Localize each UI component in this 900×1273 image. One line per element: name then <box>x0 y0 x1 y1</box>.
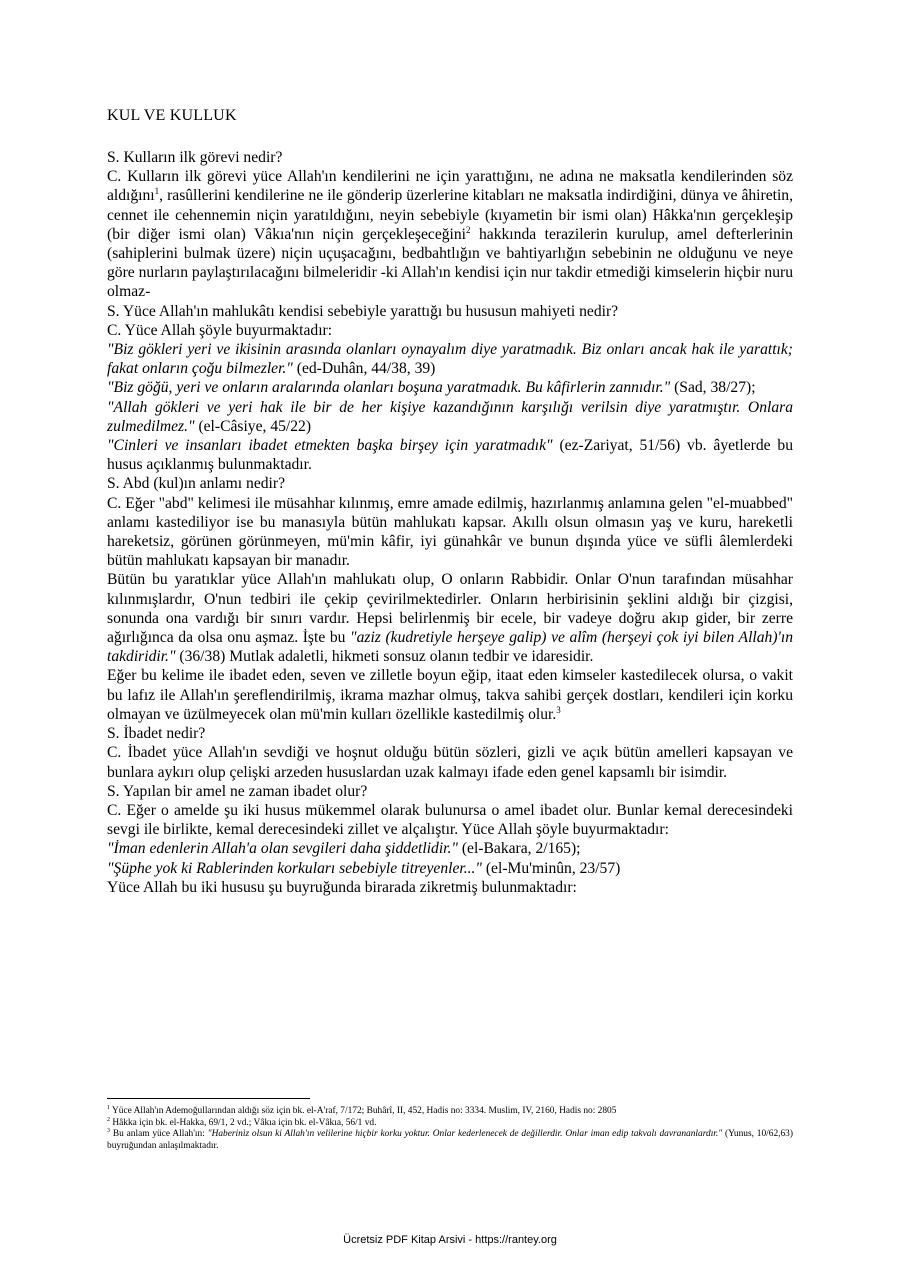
footnote <box>107 1129 793 1152</box>
footnote-number: 1 <box>107 1104 110 1111</box>
footnote-text: Yüce Allah'ın Ademoğullarından aldığı söz için bk. el-A'raf, 7/172; Buhârî, II, 452, Hadis no: 3334. Muslim, IV, 2160, Hadis no: 2805 <box>110 1106 617 1116</box>
answer-paragraph: C. Eğer o amelde şu iki husus mükemmel olarak bulunursa o amel ibadet olur. Bunlar kemal derecesindeki sevgi ile birlikte, kemal derecesindeki zillet ve alçalıştır. Yüce Allah şöyle buyurmaktadır: <box>107 801 793 839</box>
footnote <box>107 1106 793 1118</box>
footnote-text: Bu anlam yüce Allah'ın: <box>110 1129 208 1140</box>
page-title: KUL VE KULLUK <box>107 107 237 124</box>
text-run: (36/38) Mutlak adaletli, hikmeti sonsuz olanın tedbir ve idaresidir. <box>175 648 594 666</box>
quote-paragraph <box>107 398 793 436</box>
quote-paragraph <box>107 839 793 858</box>
verse-quote: "İman edenlerin Allah'a olan sevgileri daha şiddetlidir." <box>107 840 458 858</box>
verse-quote: "Biz göğü, yeri ve onların aralarında olanları boşuna yaratmadık. Bu kâfirlerin zannıdır." <box>107 379 671 397</box>
body-paragraph: Yüce Allah bu iki hususu şu buyruğunda birarada zikretmiş bulunmaktadır: <box>107 878 577 896</box>
footnote <box>107 1118 793 1130</box>
question-paragraph: S. İbadet nedir? <box>107 725 206 743</box>
verse-reference: (el-Bakara, 2/165); <box>457 840 581 858</box>
page-footer: Ücretsiz PDF Kitap Arsivi - https://rantey.org <box>343 1234 557 1246</box>
footnotes <box>107 1106 793 1152</box>
footnote-separator <box>107 1098 310 1099</box>
verse-reference: (ez-Zariyat, 51/56) vb. âyetlerde bu husus açıklanmış bulunmaktadır. <box>107 437 793 474</box>
footnote-number: 3 <box>107 1128 110 1135</box>
footnote-ref: 3 <box>556 704 561 715</box>
footnote-quote: "Haberiniz olsun ki Allah'ın velilerine hiçbir korku yoktur. Onlar kederlenecek de değillerdir. Onlar iman edip takvalı davrananlardır." <box>207 1129 723 1140</box>
text-run: Bütün bu yaratıklar yüce Allah'ın mahlukatı olup, O onların Rabbidir. Onlar O'nun tarafından müsahhar kılınmışlardır, O'nun tedbiri ile çekip çevirilmektedirler. Onların herbirisinin şeklini aldığı bir çizgisi, sonunda ona vardığı bir sınırı vardır. Hepsi belirlenmiş bir ecele, bir vadeye doğru akıp gider, bir zerre ağırlığınca da olsa onu aşmaz. İşte bu <box>107 571 793 647</box>
verse-quote: "Allah gökleri ve yeri hak ile bir de her kişiye kazandığının karşılığı verilsin diye yaratmıştır. Onlara zulmedilmez." <box>107 398 793 435</box>
verse-quote: "Biz gökleri yeri ve ikisinin arasında olanları oynayalım diye yaratmadık. Biz onları ancak hak ile yarattık; fakat onların çoğu bilmezler." <box>107 341 793 378</box>
document-body <box>107 148 793 897</box>
text-run: Eğer bu kelime ile ibadet eden, seven ve zilletle boyun eğip, itaat eden kimseler kastedilecek olursa, o vakit bu lafız ile Allah'ın şereflendirilmiş, ikrama mazhar olmuş, takva sahibi gerçek dostları, kendileri için korku olmayan ve üzülmeyecek olan mü'min kulları özellikle kastedilmiş olur. <box>107 667 793 723</box>
question-paragraph: S. Yapılan bir amel ne zaman ibadet olur? <box>107 782 368 800</box>
answer-paragraph: C. İbadet yüce Allah'ın sevdiği ve hoşnut olduğu bütün sözleri, gizli ve açık bütün amelleri kapsayan ve bunlara aykırı olup çelişki arzeden hususlardan uzak kalmayı ifade eden genel kapsamlı bir isimdir. <box>107 744 793 781</box>
verse-quote: "Cinleri ve insanları ibadet etmekten başka birşey için yaratmadık" <box>107 437 553 455</box>
footnote-ref: 1 <box>154 186 160 197</box>
verse-reference: (ed-Duhân, 44/38, 39) <box>292 360 436 378</box>
text-run: , rasûllerini kendilerine ne ile gönderip üzerlerine kitabları ne maksatla indirdiğini, dünya ve âhiretin, cennet ile cehennemin niçin yaratıldığını, neyin sebebiyle (kıyametin bir ismi olan) Hâkka'nın gerçekleşip (bir diğer ismi olan) Vâkıa'nın niçin gerçekleşeceğini <box>107 187 793 243</box>
footnote-text: Hâkka için bk. el-Hakka, 69/1, 2 vd.; Vâkıa için bk. el-Vâkıa, 56/1 vd. <box>110 1117 377 1128</box>
answer-paragraph: C. Eğer "abd" kelimesi ile müsahhar kılınmış, emre amade edilmiş, hazırlanmış anlamına gelen "el-muabbed" anlamı kastediliyor ise bu manasıyla bütün mahlukatı kapsar. Akıllı olsun olmasın yaş ve kuru, hareketli hareketsiz, görünen görünmeyen, mü'min kâfir, iyi günahkâr ve bunun dışında yüce ve süfli âlemlerdeki bütün mahlukatı kapsayan bir manadır. <box>107 494 793 570</box>
footnote-ref: 2 <box>466 224 471 235</box>
quote-paragraph <box>107 378 793 397</box>
verse-reference: (el-Câsiye, 45/22) <box>194 417 312 435</box>
question-paragraph: S. Abd (kul)ın anlamı nedir? <box>107 475 285 493</box>
question-paragraph: S. Kulların ilk görevi nedir? <box>107 149 283 166</box>
text-run: hakkında terazilerin kurulup, amel defterlerinin (sahiplerini bulmak üzere) niçin uçuşacağını, bedbahtlığın ve bahtiyarlığın sebebinin ne olduğunu ve neye göre nurların paylaştırılacağını bilmeleridir -ki Allah'ın kendisi için nur takdir etmediği kimselerin hiçbir nuru olmaz- <box>107 225 793 301</box>
verse-quote: "aziz (kudretiyle herşeye galip) ve alîm (herşeyi çok iyi bilen Allah)'ın takdiridir." <box>107 629 793 666</box>
verse-quote: "Şüphe yok ki Rablerinden korkuları sebebiyle titreyenler..." <box>107 859 482 877</box>
body-paragraph <box>107 666 793 724</box>
footnote-number: 2 <box>107 1116 110 1123</box>
verse-reference: (Sad, 38/27); <box>670 379 756 397</box>
verse-reference: (el-Mu'minûn, 23/57) <box>481 859 621 877</box>
answer-paragraph <box>107 167 793 301</box>
question-paragraph: S. Yüce Allah'ın mahlukâtı kendisi sebebiyle yarattığı bu hususun mahiyeti nedir? <box>107 302 619 320</box>
body-paragraph <box>107 570 793 666</box>
footnote-text: (Yunus, 10/62,63) buyruğundan anlaşılmaktadır. <box>107 1129 793 1151</box>
answer-paragraph: C. Yüce Allah şöyle buyurmaktadır: <box>107 321 333 339</box>
quote-paragraph <box>107 340 793 378</box>
quote-paragraph <box>107 436 793 474</box>
quote-paragraph <box>107 859 793 878</box>
text-run: C. Kulların ilk görevi yüce Allah'ın kendilerini ne için yarattığını, ne adına ne maksatla kendilerinden söz aldığını <box>107 168 793 205</box>
